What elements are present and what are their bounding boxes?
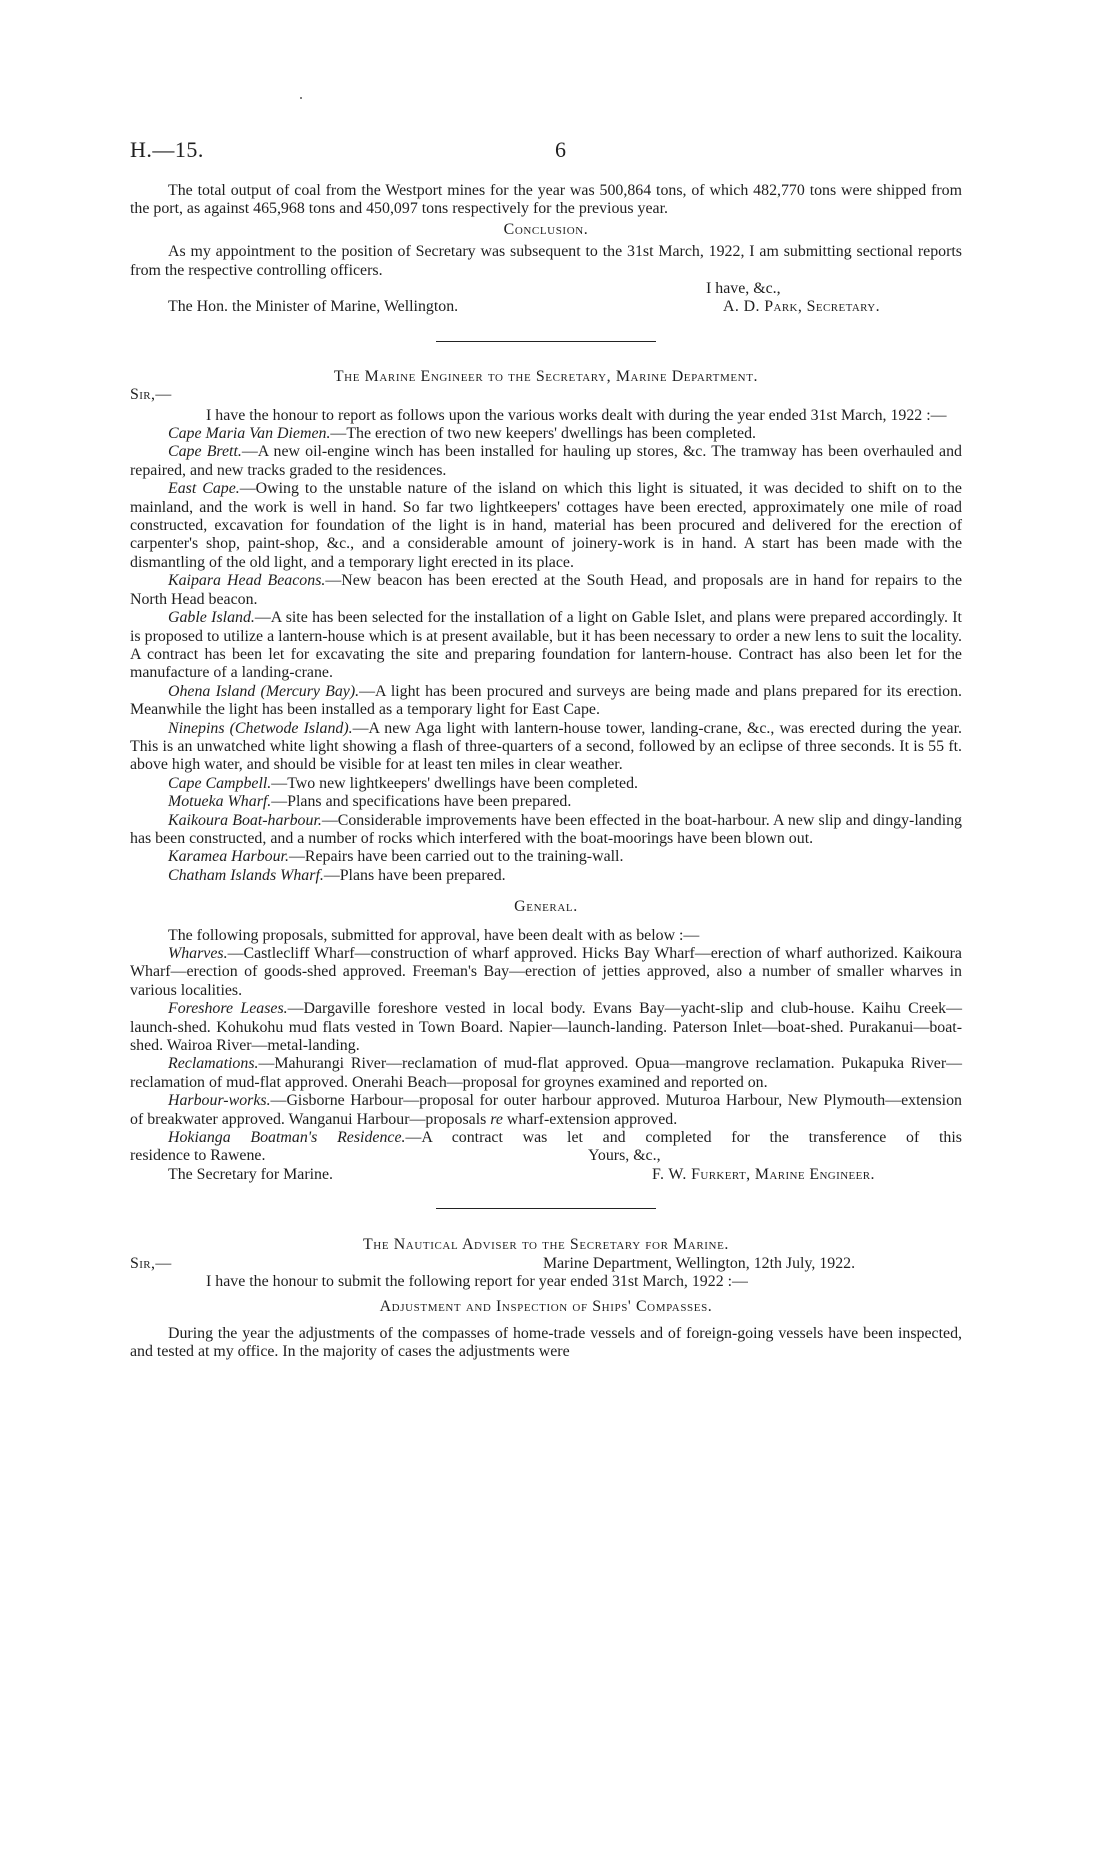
engineer-signature: F. W. Furkert, Marine Engineer. (652, 1165, 875, 1183)
intro-signature-row (130, 298, 962, 316)
general-item-text: —Mahurangi River—reclamation of mud-flat approved. Opua—mangrove reclamation. Pukapuka River—reclamation of mud-flat approved. Onerahi Beach—proposal for groynes examined and reported on. (130, 1055, 962, 1091)
engineer-item-title: Chatham Islands Wharf. (168, 866, 324, 884)
engineer-closing: Yours, &c., (588, 1147, 661, 1165)
engineer-item-title: Cape Maria Van Diemen. (168, 425, 331, 443)
general-item-title: Harbour-works. (168, 1092, 271, 1110)
page-header (130, 137, 1010, 167)
engineer-item-title: Kaipara Head Beacons. (168, 572, 326, 590)
general-item (130, 1092, 962, 1129)
general-item-text: —Gisborne Harbour—proposal for outer harbour approved. Muturoa Harbour, New Plymouth—extension of breakwater approved. Wanganui Harbour—proposals (130, 1092, 962, 1128)
engineer-signature-row (130, 1166, 962, 1184)
engineer-item (130, 775, 962, 793)
page-number: 6 (555, 137, 566, 162)
general-item (130, 1055, 962, 1092)
general-item (130, 1000, 962, 1055)
engineer-item (130, 812, 962, 849)
section-divider (436, 341, 656, 342)
engineer-item-text: —A site has been selected for the installation of a light on Gable Islet, and plans were prepared accordingly. It is proposed to utilize a lantern-house which is at present available, but it has been necessary to order a new lens to suit the locality. A contract has been let for excavating the site and preparing foundation for lantern-house. Contract has also been let for the manufacture of a landing-crane. (130, 609, 962, 682)
engineer-item-title: Motueka Wharf. (168, 793, 272, 811)
general-heading: General. (514, 898, 578, 916)
intro-signature: A. D. Park, Secretary. (723, 298, 881, 316)
nautical-dateline-row (130, 1255, 962, 1273)
engineer-item-text: —Considerable improvements have been effected in the boat-harbour. A new slip and dingy-landing has been constructed, and a number of rocks which interfered with the boat-moorings have been blown out. (130, 811, 962, 847)
engineer-item-title: Kaikoura Boat-harbour. (168, 811, 322, 829)
engineer-item-title: Cape Brett. (168, 443, 242, 461)
compasses-heading: Adjustment and Inspection of Ships' Compasses. (379, 1298, 713, 1316)
engineer-item-text: —New beacon has been erected at the South Head, and proposals are in hand for repairs to the North Head beacon. (130, 572, 962, 608)
general-intro: The following proposals, submitted for approval, have been dealt with as below :— (168, 926, 700, 944)
engineer-opening: I have the honour to report as follows upon the various works dealt with during the year ended 31st March, 1922 :— (206, 406, 947, 424)
general-item-text: —Castlecliff Wharf—construction of wharf approved. Hicks Bay Wharf—erection of wharf authorized. Kaikoura Wharf—erection of goods-shed approved. Freeman's Bay—erection of jetties approved, also a number of smaller wharves in various localities. (130, 945, 962, 999)
engineer-item (130, 720, 962, 775)
coal-output-paragraph: The total output of coal from the Westport mines for the year was 500,864 tons, of which 482,770 tons were shipped from the port, as against 465,968 tons and 450,097 tons respectively for the previous year. (130, 182, 962, 218)
engineer-item (130, 443, 962, 480)
scan-speck (300, 97, 302, 99)
general-item (130, 945, 962, 1000)
engineer-item-title: Cape Campbell. (168, 774, 272, 792)
engineer-item-text: —Two new lightkeepers' dwellings have been completed. (271, 774, 638, 792)
nautical-opening: I have the honour to submit the following report for year ended 31st March, 1922 :— (206, 1273, 748, 1291)
general-item-title: Reclamations. (168, 1055, 259, 1073)
nautical-heading: The Nautical Adviser to the Secretary for Marine. (362, 1236, 729, 1254)
engineer-item-title: East Cape. (168, 480, 240, 498)
compasses-paragraph: During the year the adjustments of the compasses of home-trade vessels and of foreign-going vessels have been inspected, and tested at my office. In the majority of cases the adjustments were (130, 1324, 962, 1361)
hokianga-text: —A contract was let and completed for the transference of this (405, 1129, 962, 1147)
engineer-item (130, 480, 962, 572)
engineer-closing-row (130, 1147, 962, 1165)
engineer-item (130, 683, 962, 720)
engineer-item (130, 609, 962, 683)
engineer-item-title: Gable Island. (168, 609, 255, 627)
section-divider (436, 1208, 656, 1209)
engineer-item-text: —Repairs have been carried out to the training-wall. (288, 848, 624, 866)
intro-closing: I have, &c., (706, 280, 781, 298)
general-item-re: re (490, 1110, 503, 1128)
engineer-item-text: —A new oil-engine winch has been installed for hauling up stores, &c. The tramway has been overhauled and repaired, and new tracks graded to the residences. (130, 443, 962, 479)
conclusion-paragraph: As my appointment to the position of Secretary was subsequent to the 31st March, 1922, I am submitting sectional reports from the respective controlling officers. (130, 243, 962, 279)
engineer-item (130, 848, 962, 866)
document-reference: H.—15. (130, 137, 204, 162)
engineer-item-text: —Plans have been prepared. (323, 866, 506, 884)
engineer-heading: The Marine Engineer to the Secretary, Marine Department. (333, 367, 759, 385)
engineer-item (130, 867, 962, 885)
engineer-item-text: —A light has been procured and surveys are being made and plans prepared for its erection. Meanwhile the light has been installed as a temporary light for East Cape. (130, 682, 962, 719)
engineer-item-title: Ohena Island (Mercury Bay). (168, 682, 360, 700)
engineer-item-title: Ninepins (Chetwode Island). (168, 719, 353, 737)
engineer-item-text: —Owing to the unstable nature of the island on which this light is situated, it was decided to shift on to the mainland, and the work is well in hand. So far two lightkeepers' cottages have been erected, approximately one mile of road constructed, excavation for foundation of the light is in hand, material has been procured and delivered for the erection of carpenter's shop, paint-shop, &c., and a considerable amount of joinery-work is in hand. A start has been made with the dismantling of the old light, and a temporary light erected in its place. (130, 480, 962, 571)
hokianga-last-line: residence to Rawene. (130, 1147, 266, 1165)
general-item-text: —Dargaville foreshore vested in local body. Evans Bay—yacht-slip and club-house. Kaihu Creek—launch-shed. Kohukohu mud flats vested in Town Board. Napier—launch-landing. Paterson Inlet—boat-shed. Purakanui—boat-shed. Wairoa River—metal-landing. (130, 1000, 962, 1055)
engineer-salutation: Sir,— (130, 386, 172, 404)
page-body (130, 182, 962, 1362)
nautical-salutation: Sir,— (130, 1254, 172, 1272)
engineer-item-text: —The erection of two new keepers' dwellings has been completed. (330, 425, 757, 443)
hokianga-title: Hokianga Boatman's Residence. (168, 1129, 406, 1147)
general-item-text: wharf-extension approved. (502, 1110, 678, 1128)
engineer-item-text: —A new Aga light with lantern-house tower, landing-crane, &c., was erected during the year. This is an unwatched white light showing a flash of three-quarters of a second, followed by an eclipse of three seconds. It is 55 ft. above high water, and should be visible for at least ten miles in clear weather. (130, 719, 962, 774)
engineer-item (130, 572, 962, 609)
hokianga-item (130, 1129, 962, 1147)
engineer-item (130, 425, 962, 443)
intro-closing-row (130, 280, 962, 298)
general-item-title: Foreshore Leases. (168, 1000, 288, 1018)
engineer-item-title: Karamea Harbour. (168, 848, 289, 866)
general-item-title: Wharves. (168, 945, 228, 962)
intro-addressee: The Hon. the Minister of Marine, Wellington. (168, 298, 459, 316)
conclusion-heading: Conclusion. (503, 220, 589, 238)
engineer-addressee: The Secretary for Marine. (168, 1165, 334, 1183)
engineer-item (130, 793, 962, 811)
nautical-dateline: Marine Department, Wellington, 12th July, 1922. (543, 1254, 856, 1272)
engineer-item-text: —Plans and specifications have been prepared. (271, 793, 572, 811)
